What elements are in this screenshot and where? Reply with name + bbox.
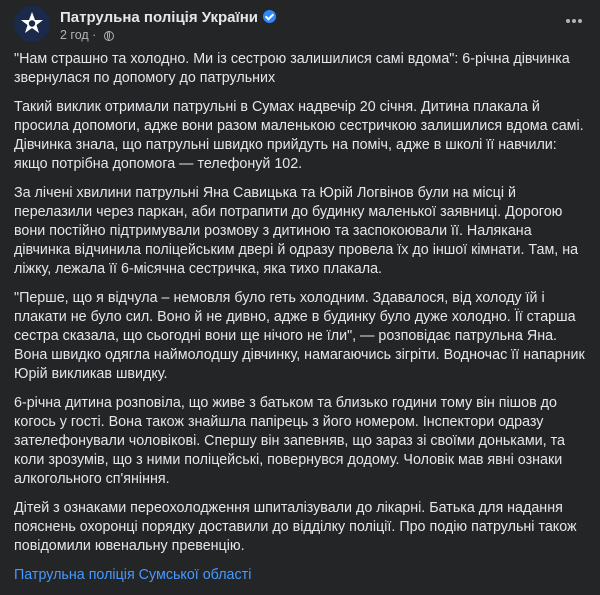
post-meta: 2 год · [60, 28, 114, 42]
more-horizontal-icon [566, 19, 570, 23]
page-name[interactable] [60, 9, 276, 26]
page-name-text[interactable]: Патрульна поліція України [60, 9, 259, 26]
post-text [14, 50, 586, 595]
verified-badge-icon [263, 10, 276, 23]
globe-icon [104, 31, 114, 41]
post-paragraph: Дітей з ознаками переохолодження шпиталізували до лікарні. Батька для надання пояснень охоронці порядку доставили до відділку поліції. Про подію патрульні також повідомили ювенальну превенцію. [14, 500, 577, 554]
regional-police-link[interactable]: Патрульна поліція Сумської області [14, 567, 252, 583]
post-header [14, 6, 586, 44]
post-paragraph: 6-річна дитина розповіла, що живе з батьком та близько години тому він пішов до когось у гості. Вона також знайшла папірець з його номером. Інспектори одразу зателефонували чоловікові. Спершу він запевняв, що зараз зі своїми доньками, та коли зрозумів, що з ними поліцейські, повернувся додому. Чоловік мав явні ознаки алкогольного сп'яніння. [14, 395, 565, 487]
post-timestamp[interactable]: 2 год [60, 28, 89, 42]
more-options-button[interactable] [562, 10, 586, 26]
post-paragraph: Такий виклик отримали патрульні в Сумах надвечір 20 січня. Дитина плакала й просила допомоги, адже вони разом маленькою сестричкою залишилися вдома самі. Дівчинка знала, що патрульні швидко прийдуть на поміч, адже в школі її навчили: якщо потрібна допомога — телефонуй 102. [14, 99, 584, 172]
police-emblem-icon [14, 6, 50, 42]
post-paragraph: "Нам страшно та холодно. Ми із сестрою залишилися самі вдома": 6-річна дівчинка звернулася по допомогу до патрульних [14, 51, 570, 86]
page-avatar[interactable] [14, 6, 50, 42]
post-paragraph: "Перше, що я відчула – немовля було геть холодним. Здавалося, від холоду їй і плакати не було сил. Воно й не дивно, адже в будинку було дуже холодно. Її старша сестра сказала, що сьогодні вони ще нічого не їли", — розповідає патрульна Яна. Вона швидко одягла наймолодшу дівчинку, намагаючись зігріти. Водночас її напарник Юрій викликав швидку. [14, 290, 585, 382]
post-link-paragraph [14, 566, 586, 585]
post-paragraph: За лічені хвилини патрульні Яна Савицька та Юрій Логвінов були на місці й перелазили через паркан, аби потрапити до будинку маленької заявниці. Дорогою вони постійно підтримували розмову з дитиною та заспокоювали її. Налякана дівчинка відчинила поліцейським двері й одразу провела їх до іншої кімнати. Там, на ліжку, лежала її 6-місячна сестричка, яка тихо плакала. [14, 185, 579, 277]
